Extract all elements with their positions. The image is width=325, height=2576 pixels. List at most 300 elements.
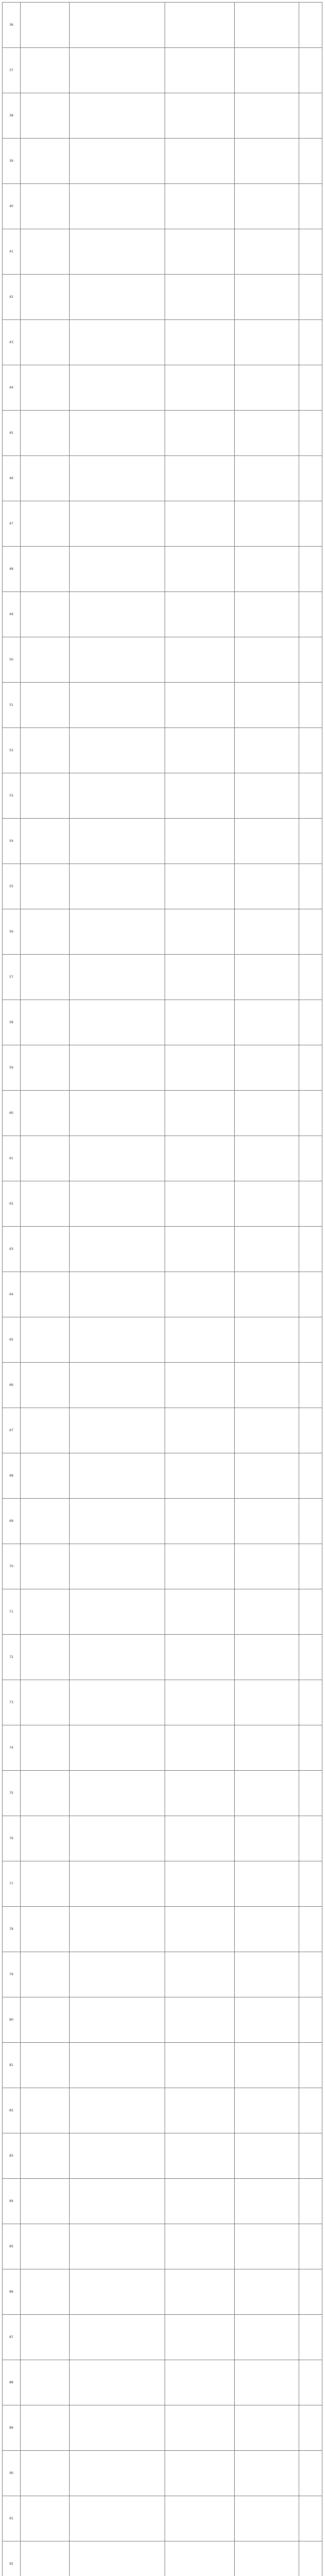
project-code — [21, 728, 70, 773]
project-field — [299, 1499, 322, 1544]
project-organization — [235, 1363, 299, 1408]
row-number: 61 — [3, 1136, 21, 1181]
project-organization — [235, 456, 299, 501]
project-field — [299, 1771, 322, 1816]
project-organization — [235, 3, 299, 48]
table-row — [3, 1816, 322, 1861]
table-body — [3, 3, 322, 2576]
project-name — [70, 1227, 165, 1272]
project-field — [299, 2405, 322, 2451]
project-field — [299, 1272, 322, 1317]
project-name — [70, 3, 165, 48]
project-organization — [235, 2224, 299, 2269]
row-number: 69 — [3, 1499, 21, 1544]
table-row — [3, 320, 322, 365]
row-number: 91 — [3, 2496, 21, 2541]
project-code — [21, 2224, 70, 2269]
project-field — [299, 1227, 322, 1272]
table-row — [3, 909, 322, 955]
project-name — [70, 1091, 165, 1136]
project-name — [70, 728, 165, 773]
project-code — [21, 1453, 70, 1499]
row-number: 39 — [3, 139, 21, 184]
row-number: 82 — [3, 2088, 21, 2133]
project-members — [165, 592, 235, 637]
row-number: 36 — [3, 3, 21, 48]
table-row — [3, 819, 322, 864]
project-code — [21, 864, 70, 909]
project-organization — [235, 1091, 299, 1136]
table-row — [3, 2360, 322, 2405]
project-name — [70, 1861, 165, 1907]
row-number: 45 — [3, 411, 21, 456]
table-row — [3, 1997, 322, 2043]
project-organization — [235, 2451, 299, 2496]
project-field — [299, 184, 322, 229]
table-row — [3, 1499, 322, 1544]
project-code — [21, 909, 70, 955]
project-members — [165, 48, 235, 93]
row-number: 88 — [3, 2360, 21, 2405]
project-name — [70, 1997, 165, 2043]
project-field — [299, 139, 322, 184]
project-code — [21, 1045, 70, 1091]
project-members — [165, 184, 235, 229]
table-row — [3, 1045, 322, 1091]
project-code — [21, 2541, 70, 2576]
project-members — [165, 1181, 235, 1227]
project-code — [21, 501, 70, 547]
project-code — [21, 683, 70, 728]
project-name — [70, 1907, 165, 1952]
project-name — [70, 773, 165, 819]
project-organization — [235, 229, 299, 275]
row-number: 72 — [3, 1635, 21, 1680]
project-organization — [235, 1725, 299, 1771]
row-number: 68 — [3, 1453, 21, 1499]
project-field — [299, 2541, 322, 2576]
project-members — [165, 547, 235, 592]
project-field — [299, 1952, 322, 1997]
row-number: 57 — [3, 955, 21, 1000]
row-number: 47 — [3, 501, 21, 547]
table-row — [3, 683, 322, 728]
row-number: 83 — [3, 2133, 21, 2179]
project-field — [299, 48, 322, 93]
project-members — [165, 1907, 235, 1952]
project-code — [21, 1181, 70, 1227]
project-members — [165, 1635, 235, 1680]
project-members — [165, 2315, 235, 2360]
project-organization — [235, 637, 299, 683]
project-field — [299, 592, 322, 637]
project-name — [70, 2451, 165, 2496]
row-number: 54 — [3, 819, 21, 864]
project-name — [70, 1181, 165, 1227]
project-code — [21, 1816, 70, 1861]
project-field — [299, 411, 322, 456]
row-number: 92 — [3, 2541, 21, 2576]
project-members — [165, 1408, 235, 1453]
project-members — [165, 2360, 235, 2405]
project-name — [70, 1725, 165, 1771]
table-row — [3, 2496, 322, 2541]
table-row — [3, 365, 322, 411]
project-table — [2, 2, 322, 2576]
table-row — [3, 1861, 322, 1907]
project-field — [299, 456, 322, 501]
project-members — [165, 1272, 235, 1317]
project-field — [299, 501, 322, 547]
row-number: 65 — [3, 1317, 21, 1363]
project-organization — [235, 1907, 299, 1952]
project-field — [299, 1408, 322, 1453]
project-name — [70, 592, 165, 637]
table-row — [3, 501, 322, 547]
project-code — [21, 2179, 70, 2224]
project-field — [299, 2133, 322, 2179]
table-row — [3, 2088, 322, 2133]
project-field — [299, 3, 322, 48]
project-name — [70, 184, 165, 229]
project-field — [299, 1680, 322, 1725]
project-members — [165, 501, 235, 547]
project-field — [299, 1000, 322, 1045]
table-row — [3, 1363, 322, 1408]
project-organization — [235, 48, 299, 93]
table-row — [3, 1317, 322, 1363]
row-number: 80 — [3, 1997, 21, 2043]
row-number: 64 — [3, 1272, 21, 1317]
project-members — [165, 728, 235, 773]
table-row — [3, 2179, 322, 2224]
row-number: 73 — [3, 1680, 21, 1725]
table-row — [3, 275, 322, 320]
project-members — [165, 773, 235, 819]
project-members — [165, 3, 235, 48]
project-field — [299, 2043, 322, 2088]
project-organization — [235, 2179, 299, 2224]
project-members — [165, 1453, 235, 1499]
table-row — [3, 1091, 322, 1136]
project-members — [165, 2133, 235, 2179]
row-number: 44 — [3, 365, 21, 411]
project-field — [299, 773, 322, 819]
project-organization — [235, 1680, 299, 1725]
project-members — [165, 819, 235, 864]
table-row — [3, 3, 322, 48]
project-organization — [235, 773, 299, 819]
table-row — [3, 139, 322, 184]
project-field — [299, 2088, 322, 2133]
document-page — [2, 2, 322, 2576]
table-row — [3, 229, 322, 275]
table-row — [3, 2315, 322, 2360]
project-members — [165, 1000, 235, 1045]
row-number: 87 — [3, 2315, 21, 2360]
project-field — [299, 683, 322, 728]
project-name — [70, 1272, 165, 1317]
project-members — [165, 2451, 235, 2496]
project-field — [299, 1635, 322, 1680]
project-organization — [235, 683, 299, 728]
project-name — [70, 1363, 165, 1408]
project-code — [21, 2043, 70, 2088]
table-row — [3, 637, 322, 683]
project-field — [299, 2451, 322, 2496]
project-members — [165, 2269, 235, 2315]
project-members — [165, 1045, 235, 1091]
table-row — [3, 1000, 322, 1045]
project-organization — [235, 411, 299, 456]
project-code — [21, 1091, 70, 1136]
table-row — [3, 1408, 322, 1453]
project-name — [70, 683, 165, 728]
project-name — [70, 229, 165, 275]
project-code — [21, 411, 70, 456]
table-row — [3, 1453, 322, 1499]
table-row — [3, 547, 322, 592]
project-code — [21, 2405, 70, 2451]
table-row — [3, 1907, 322, 1952]
project-organization — [235, 547, 299, 592]
project-organization — [235, 1181, 299, 1227]
project-name — [70, 2133, 165, 2179]
row-number: 78 — [3, 1907, 21, 1952]
project-name — [70, 2360, 165, 2405]
project-name — [70, 1589, 165, 1635]
project-members — [165, 2496, 235, 2541]
project-organization — [235, 365, 299, 411]
project-members — [165, 411, 235, 456]
table-row — [3, 1725, 322, 1771]
table-row — [3, 2043, 322, 2088]
project-name — [70, 365, 165, 411]
project-field — [299, 2269, 322, 2315]
project-members — [165, 456, 235, 501]
row-number: 60 — [3, 1091, 21, 1136]
project-code — [21, 1363, 70, 1408]
project-organization — [235, 728, 299, 773]
project-members — [165, 1680, 235, 1725]
project-field — [299, 1091, 322, 1136]
project-name — [70, 2088, 165, 2133]
project-code — [21, 139, 70, 184]
project-name — [70, 1635, 165, 1680]
project-members — [165, 1771, 235, 1816]
project-organization — [235, 2269, 299, 2315]
project-name — [70, 1408, 165, 1453]
table-row — [3, 184, 322, 229]
project-name — [70, 819, 165, 864]
row-number: 74 — [3, 1725, 21, 1771]
project-code — [21, 93, 70, 139]
project-organization — [235, 1272, 299, 1317]
project-code — [21, 1272, 70, 1317]
project-organization — [235, 1317, 299, 1363]
project-name — [70, 1317, 165, 1363]
row-number: 66 — [3, 1363, 21, 1408]
project-code — [21, 1499, 70, 1544]
project-members — [165, 2541, 235, 2576]
project-name — [70, 2405, 165, 2451]
project-name — [70, 1136, 165, 1181]
project-organization — [235, 1771, 299, 1816]
project-members — [165, 2224, 235, 2269]
project-field — [299, 1907, 322, 1952]
project-name — [70, 2179, 165, 2224]
project-field — [299, 1136, 322, 1181]
project-members — [165, 1499, 235, 1544]
project-code — [21, 2088, 70, 2133]
row-number: 52 — [3, 728, 21, 773]
project-code — [21, 184, 70, 229]
project-members — [165, 229, 235, 275]
project-code — [21, 2496, 70, 2541]
row-number: 38 — [3, 93, 21, 139]
row-number: 42 — [3, 275, 21, 320]
row-number: 56 — [3, 909, 21, 955]
project-field — [299, 1816, 322, 1861]
table-row — [3, 1272, 322, 1317]
project-organization — [235, 592, 299, 637]
project-field — [299, 909, 322, 955]
project-name — [70, 1816, 165, 1861]
table-row — [3, 456, 322, 501]
project-name — [70, 501, 165, 547]
project-members — [165, 1317, 235, 1363]
project-organization — [235, 1861, 299, 1907]
project-organization — [235, 2405, 299, 2451]
project-name — [70, 411, 165, 456]
project-field — [299, 1181, 322, 1227]
row-number: 50 — [3, 637, 21, 683]
project-field — [299, 2224, 322, 2269]
row-number: 40 — [3, 184, 21, 229]
project-code — [21, 1861, 70, 1907]
table-row — [3, 1771, 322, 1816]
project-code — [21, 1227, 70, 1272]
project-organization — [235, 955, 299, 1000]
project-code — [21, 547, 70, 592]
project-name — [70, 2224, 165, 2269]
table-row — [3, 1181, 322, 1227]
project-field — [299, 229, 322, 275]
project-field — [299, 819, 322, 864]
project-organization — [235, 139, 299, 184]
project-code — [21, 456, 70, 501]
project-field — [299, 2360, 322, 2405]
row-number: 77 — [3, 1861, 21, 1907]
project-field — [299, 2496, 322, 2541]
row-number: 90 — [3, 2451, 21, 2496]
row-number: 49 — [3, 592, 21, 637]
table-row — [3, 2541, 322, 2576]
project-name — [70, 48, 165, 93]
project-organization — [235, 1589, 299, 1635]
project-organization — [235, 2360, 299, 2405]
project-field — [299, 1453, 322, 1499]
project-code — [21, 1997, 70, 2043]
row-number: 71 — [3, 1589, 21, 1635]
project-organization — [235, 184, 299, 229]
project-organization — [235, 2088, 299, 2133]
project-name — [70, 1499, 165, 1544]
project-organization — [235, 501, 299, 547]
project-code — [21, 2269, 70, 2315]
project-code — [21, 320, 70, 365]
project-members — [165, 139, 235, 184]
project-field — [299, 320, 322, 365]
project-code — [21, 1000, 70, 1045]
project-members — [165, 955, 235, 1000]
project-code — [21, 1725, 70, 1771]
project-code — [21, 3, 70, 48]
project-field — [299, 637, 322, 683]
project-name — [70, 1045, 165, 1091]
project-code — [21, 275, 70, 320]
table-row — [3, 773, 322, 819]
project-field — [299, 275, 322, 320]
project-code — [21, 229, 70, 275]
row-number: 76 — [3, 1816, 21, 1861]
project-name — [70, 275, 165, 320]
row-number: 89 — [3, 2405, 21, 2451]
project-code — [21, 1408, 70, 1453]
project-organization — [235, 93, 299, 139]
project-name — [70, 456, 165, 501]
project-field — [299, 1045, 322, 1091]
project-members — [165, 1363, 235, 1408]
project-members — [165, 2179, 235, 2224]
project-members — [165, 2088, 235, 2133]
project-name — [70, 1000, 165, 1045]
row-number: 85 — [3, 2224, 21, 2269]
project-organization — [235, 1227, 299, 1272]
project-name — [70, 1771, 165, 1816]
project-organization — [235, 1635, 299, 1680]
project-organization — [235, 1997, 299, 2043]
project-name — [70, 547, 165, 592]
project-members — [165, 637, 235, 683]
project-organization — [235, 1045, 299, 1091]
project-members — [165, 1816, 235, 1861]
project-organization — [235, 1499, 299, 1544]
project-name — [70, 1453, 165, 1499]
project-name — [70, 637, 165, 683]
row-number: 41 — [3, 229, 21, 275]
table-row — [3, 2224, 322, 2269]
row-number: 43 — [3, 320, 21, 365]
project-field — [299, 1861, 322, 1907]
project-code — [21, 955, 70, 1000]
project-organization — [235, 1816, 299, 1861]
row-number: 55 — [3, 864, 21, 909]
project-code — [21, 2133, 70, 2179]
project-members — [165, 1091, 235, 1136]
table-row — [3, 2269, 322, 2315]
table-row — [3, 1589, 322, 1635]
project-name — [70, 1544, 165, 1589]
project-code — [21, 1544, 70, 1589]
project-organization — [235, 1544, 299, 1589]
project-organization — [235, 2315, 299, 2360]
project-name — [70, 93, 165, 139]
table-row — [3, 592, 322, 637]
table-row — [3, 864, 322, 909]
row-number: 79 — [3, 1952, 21, 1997]
project-members — [165, 2405, 235, 2451]
